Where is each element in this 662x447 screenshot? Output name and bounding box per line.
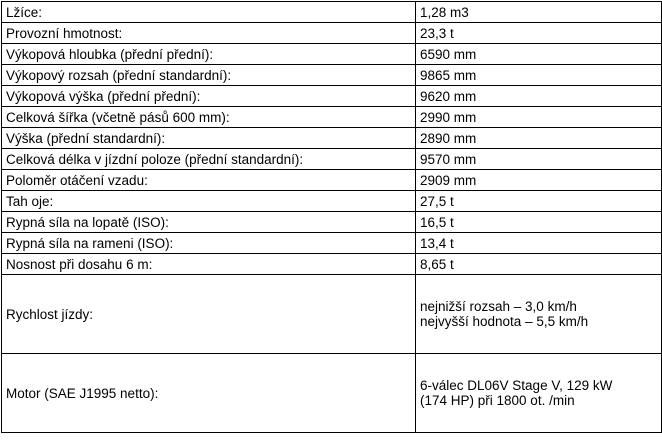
spec-label: Výkopová výška (přední přední):: [2, 86, 416, 107]
table-row: [2, 2, 662, 23]
engine-value-line2: (174 HP) při 1800 ot. /min: [420, 393, 575, 408]
spec-label: Celková šířka (včetně pásů 600 mm):: [2, 107, 416, 128]
spec-label: Nosnost při dosahu 6 m:: [2, 254, 416, 275]
table-row: [2, 212, 662, 233]
spec-label: Výkopová hloubka (přední přední):: [2, 44, 416, 65]
spec-value: 27,5 t: [416, 191, 662, 212]
spec-value: 2909 mm: [416, 170, 662, 191]
spec-label: Poloměr otáčení vzadu:: [2, 170, 416, 191]
spec-value: 9620 mm: [416, 86, 662, 107]
spec-value: 2990 mm: [416, 107, 662, 128]
table-row: [2, 86, 662, 107]
speed-value-high: nejvyšší hodnota – 5,5 km/h: [420, 314, 589, 329]
table-row: [2, 149, 662, 170]
table-row: [2, 233, 662, 254]
spec-label: Výkopový rozsah (přední standardní):: [2, 65, 416, 86]
speed-label: Rychlost jízdy:: [2, 275, 416, 354]
spec-value: 6590 mm: [416, 44, 662, 65]
speed-value-low: nejnižší rozsah – 3,0 km/h: [420, 299, 577, 314]
spec-label: Výška (přední standardní):: [2, 128, 416, 149]
specification-table: [1, 1, 662, 433]
speed-value: [416, 275, 662, 354]
table-row: [2, 65, 662, 86]
engine-row: [2, 354, 662, 433]
spec-value: 16,5 t: [416, 212, 662, 233]
spec-label: Celková délka v jízdní poloze (přední standardní):: [2, 149, 416, 170]
spec-label: Rypná síla na lopatě (ISO):: [2, 212, 416, 233]
table-row: [2, 170, 662, 191]
engine-value: [416, 354, 662, 433]
table-row: [2, 23, 662, 44]
spec-value: 1,28 m3: [416, 2, 662, 23]
spec-label: Provozní hmotnost:: [2, 23, 416, 44]
spec-value: 2890 mm: [416, 128, 662, 149]
table-row: [2, 107, 662, 128]
table-row: [2, 44, 662, 65]
speed-row: [2, 275, 662, 354]
spec-label: Tah oje:: [2, 191, 416, 212]
spec-value: 9865 mm: [416, 65, 662, 86]
spec-label: Lžíce:: [2, 2, 416, 23]
engine-value-line1: 6-válec DL06V Stage V, 129 kW: [420, 378, 613, 393]
table-row: [2, 254, 662, 275]
spec-value: 9570 mm: [416, 149, 662, 170]
engine-label: Motor (SAE J1995 netto):: [2, 354, 416, 433]
spec-label: Rypná síla na rameni (ISO):: [2, 233, 416, 254]
spec-value: 8,65 t: [416, 254, 662, 275]
spec-value: 23,3 t: [416, 23, 662, 44]
table-row: [2, 128, 662, 149]
table-row: [2, 191, 662, 212]
spec-value: 13,4 t: [416, 233, 662, 254]
